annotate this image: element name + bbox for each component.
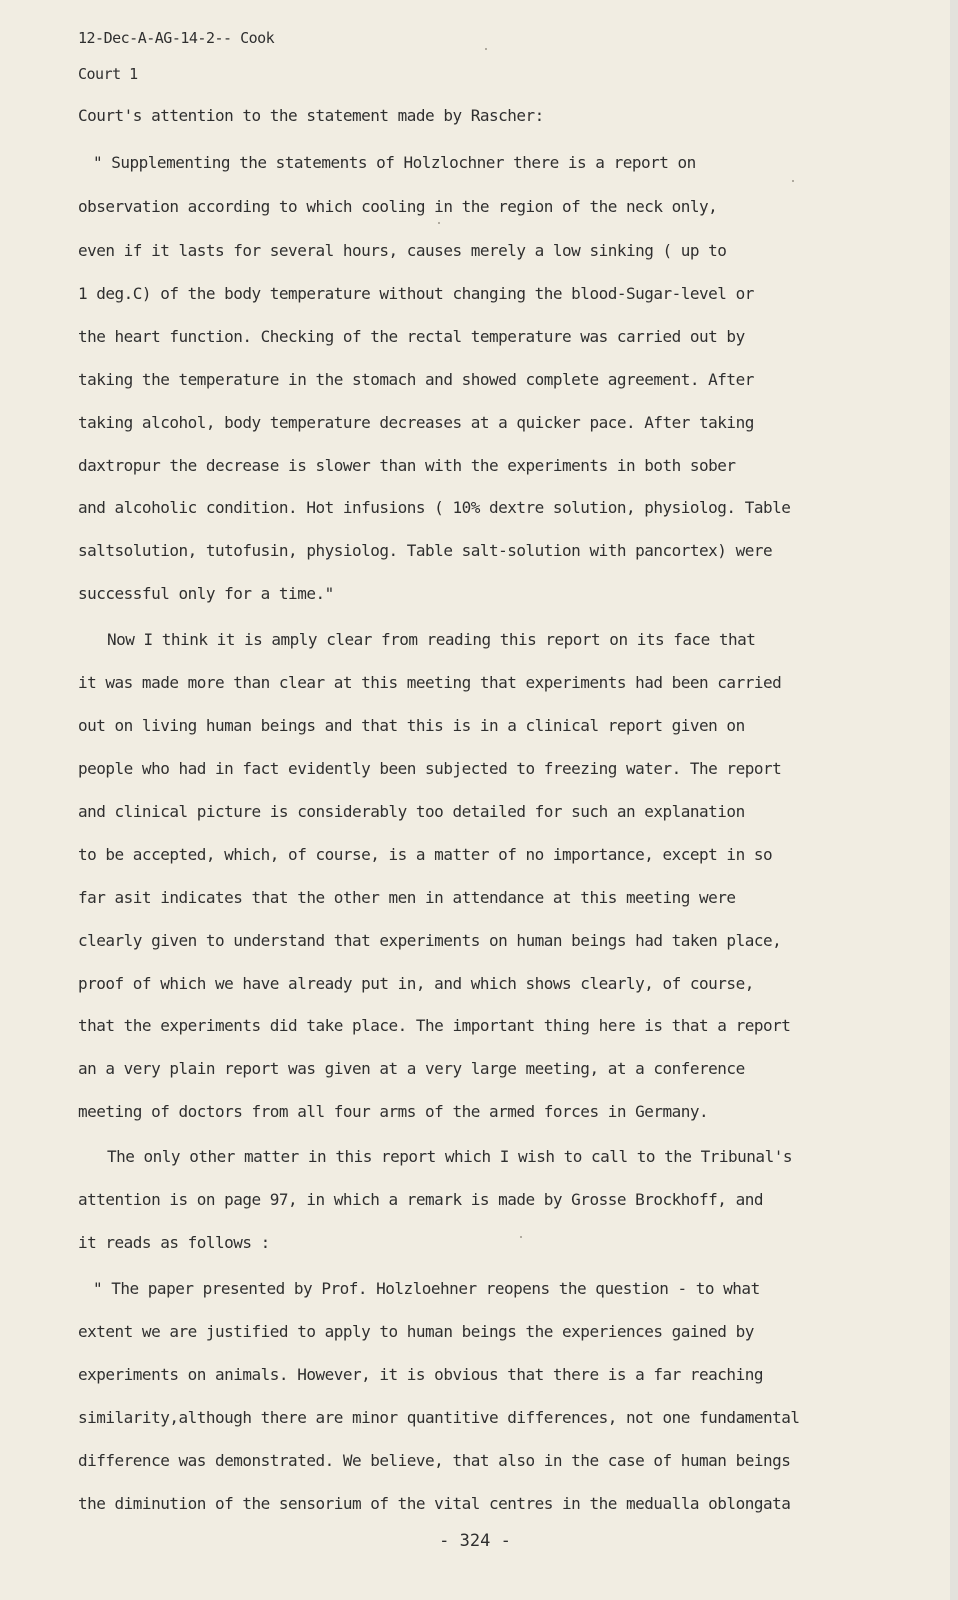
- text-line: taking the temperature in the stomach and showed complete agreement. After: [78, 370, 754, 389]
- text-line: " Supplementing the statements of Holzlochner there is a report on: [93, 153, 696, 172]
- text-line: it was made more than clear at this meeting that experiments had been carried: [78, 673, 782, 692]
- text-line: attention is on page 97, in which a remark is made by Grosse Brockhoff, and: [78, 1190, 763, 1209]
- text-line: clearly given to understand that experiments on human beings had taken place,: [78, 931, 782, 950]
- text-line: the heart function. Checking of the rectal temperature was carried out by: [78, 327, 745, 346]
- text-line: difference was demonstrated. We believe, that also in the case of human beings: [78, 1451, 791, 1470]
- text-line: Now I think it is amply clear from reading this report on its face that: [107, 630, 756, 649]
- text-line: saltsolution, tutofusin, physiolog. Table salt-solution with pancortex) were: [78, 541, 773, 560]
- text-line: that the experiments did take place. The important thing here is that a report: [78, 1016, 791, 1035]
- text-line: the diminution of the sensorium of the vital centres in the medualla oblongata: [78, 1494, 791, 1513]
- text-line: and clinical picture is considerably too detailed for such an explanation: [78, 802, 745, 821]
- speck-mark: [438, 222, 440, 224]
- text-line: meeting of doctors from all four arms of the armed forces in Germany.: [78, 1102, 709, 1121]
- text-line: far asit indicates that the other men in attendance at this meeting were: [78, 888, 736, 907]
- speck-mark: [520, 1236, 522, 1238]
- speck-mark: [792, 180, 794, 182]
- text-line: successful only for a time.": [78, 584, 334, 603]
- text-line: observation according to which cooling in the region of the neck only,: [78, 197, 718, 216]
- court-label: Court 1: [78, 65, 138, 83]
- text-line: even if it lasts for several hours, causes merely a low sinking ( up to: [78, 241, 727, 260]
- text-line: an a very plain report was given at a very large meeting, at a conference: [78, 1059, 745, 1078]
- text-line: daxtropur the decrease is slower than with the experiments in both sober: [78, 456, 736, 475]
- text-line: experiments on animals. However, it is obvious that there is a far reaching: [78, 1365, 763, 1384]
- text-line: proof of which we have already put in, and which shows clearly, of course,: [78, 974, 754, 993]
- text-line: out on living human beings and that this is in a clinical report given on: [78, 716, 745, 735]
- text-line: 1 deg.C) of the body temperature without changing the blood-Sugar-level or: [78, 284, 754, 303]
- speck-mark: [485, 48, 487, 50]
- text-line: taking alcohol, body temperature decreases at a quicker pace. After taking: [78, 413, 754, 432]
- text-line: The only other matter in this report which I wish to call to the Tribunal's: [107, 1147, 792, 1166]
- text-line: " The paper presented by Prof. Holzloehner reopens the question - to what: [93, 1279, 760, 1298]
- document-id: 12-Dec-A-AG-14-2-- Cook: [78, 29, 275, 47]
- text-line: Court's attention to the statement made by Rascher:: [78, 106, 544, 125]
- text-line: and alcoholic condition. Hot infusions ( 10% dextre solution, physiolog. Table: [78, 498, 791, 517]
- text-line: similarity,although there are minor quantitive differences, not one fundamental: [78, 1408, 800, 1427]
- text-line: it reads as follows :: [78, 1233, 270, 1252]
- page-number: - 324 -: [439, 1531, 511, 1551]
- text-line: to be accepted, which, of course, is a matter of no importance, except in so: [78, 845, 773, 864]
- text-line: extent we are justified to apply to human beings the experiences gained by: [78, 1322, 754, 1341]
- text-line: people who had in fact evidently been subjected to freezing water. The report: [78, 759, 782, 778]
